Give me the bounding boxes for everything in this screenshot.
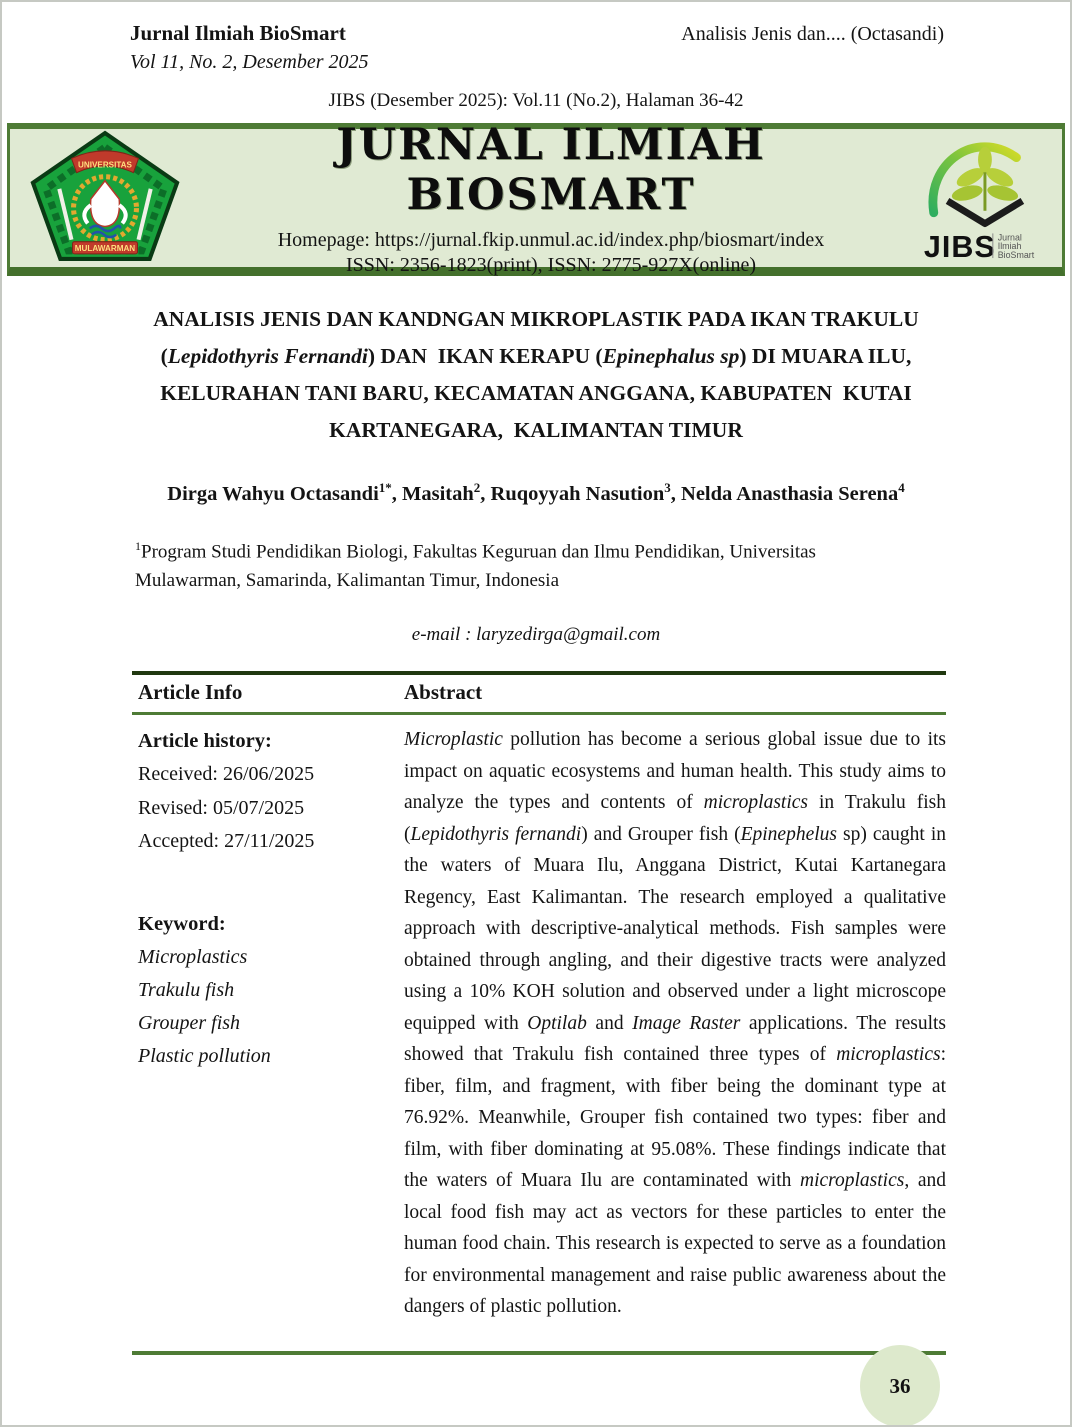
banner-issn-line: ISSN: 2356-1823(print), ISSN: 2775-927X(online)	[346, 253, 756, 276]
banner-center	[184, 120, 918, 277]
keyword-item: Trakulu fish	[138, 978, 235, 1001]
running-header-left	[130, 20, 369, 75]
abstract-text: Microplastic pollution has become a serious global issue due to its impact on aquatic ecosystems and human health. This study aims to analyze the types and contents of microplastics in Trakulu fish (Lepidothyris fernandi) and Grouper fish (Epinephelus sp) caught in the waters of Muara Ilu, Anggana District, Kutai Kartanegara Regency, East Kalimantan. The research employed a qualitative approach with descriptive-analytical methods. Fish samples were obtained through angling, and their digestive tracts were analyzed using a 10% KOH solution and observed under a light microscope equipped with Optilab and Image Raster applications. The results showed that Trakulu fish contained three types of microplastics: fiber, film, and fragment, with fiber being the dominant type at 76.92%. Meanwhile, Grouper fish contained two types: fiber and film, with fiber dominating at 95.08%. These findings indicate that the waters of Muara Ilu are contaminated with microplastics, and local food fish may act as vectors for these particles to enter the human food chain. This research is expected to serve as a foundation for environmental management and raise public awareness about the dangers of plastic pollution.	[404, 729, 947, 1318]
keyword-item: Plastic pollution	[138, 1044, 271, 1067]
journal-name: Jurnal Ilmiah BioSmart	[130, 21, 346, 45]
banner-homepage-line: Homepage: https://jurnal.fkip.unmul.ac.id/index.php/biosmart/index	[277, 228, 825, 251]
revised-date: Revised: 05/07/2025	[138, 796, 305, 819]
running-head-title: Analisis Jenis dan.... (Octasandi)	[681, 23, 944, 45]
article-history-label: Article history:	[138, 730, 272, 753]
banner-journal-title: JURNAL ILMIAH BIOSMART	[336, 119, 766, 220]
info-table-body-row	[132, 715, 946, 1355]
university-mulawarman-crest-icon	[26, 130, 184, 267]
article-info-column	[132, 724, 404, 1323]
journal-banner	[7, 119, 1065, 276]
article-info-table	[132, 671, 946, 1355]
crest-top-label: UNIVERSITAS	[78, 160, 132, 170]
article-info-header: Article Info	[138, 680, 243, 705]
citation-line: JIBS (Desember 2025): Vol.11 (No.2), Halaman 36-42	[328, 90, 744, 111]
author-email: e-mail : laryzedirga@gmail.com	[411, 624, 661, 646]
crest-bottom-label: MULAWARMAN	[74, 243, 136, 253]
jibs-logo	[918, 132, 1046, 265]
keyword-item: Grouper fish	[138, 1011, 241, 1034]
info-table-header-row	[132, 671, 946, 715]
received-date: Received: 26/06/2025	[138, 763, 315, 786]
affiliation-line: $^1$Program Studi Pendidikan Biologi, Fakultas Keguruan dan Ilmu Pendidikan, Universitas Mulawarman, Samarinda, Kalimantan Timur, Indonesia	[135, 538, 816, 592]
jibs-tagline-1: Jurnal	[997, 231, 1022, 242]
accepted-date: Accepted: 27/11/2025	[138, 830, 315, 853]
jibs-tagline-2: Ilmiah	[997, 240, 1022, 251]
page-number: 36	[889, 1373, 911, 1398]
keyword-item: Microplastics	[138, 945, 248, 968]
abstract-header: Abstract	[404, 680, 483, 705]
page-number-badge	[860, 1345, 940, 1427]
jibs-acronym: JIBS	[923, 229, 996, 260]
article-title: ANALISIS JENIS DAN KANDNGAN MIKROPLASTIK PADA IKAN TRAKULU (Lepidothyris Fernandi) DAN IKAN KERAPU (Epinephalus sp) DI MUARA ILU, KELURAHAN TANI BARU, KECAMATAN ANGGANA, KABUPATEN KUTAI KARTANEGARA, KALIMANTAN TIMUR	[153, 307, 925, 442]
jibs-tagline-3: BioSmart	[997, 249, 1035, 260]
keyword-label: Keyword:	[138, 912, 226, 935]
author-list: Dirga Wahyu Octasandi$^{1*}$, Masitah$^2$, Ruqoyyah Nasution$^3$, Nelda Anasthasia Serena$^4$	[167, 480, 905, 505]
volume-issue-line: Vol 11, No. 2, Desember 2025	[130, 51, 369, 73]
running-header	[2, 2, 1070, 75]
